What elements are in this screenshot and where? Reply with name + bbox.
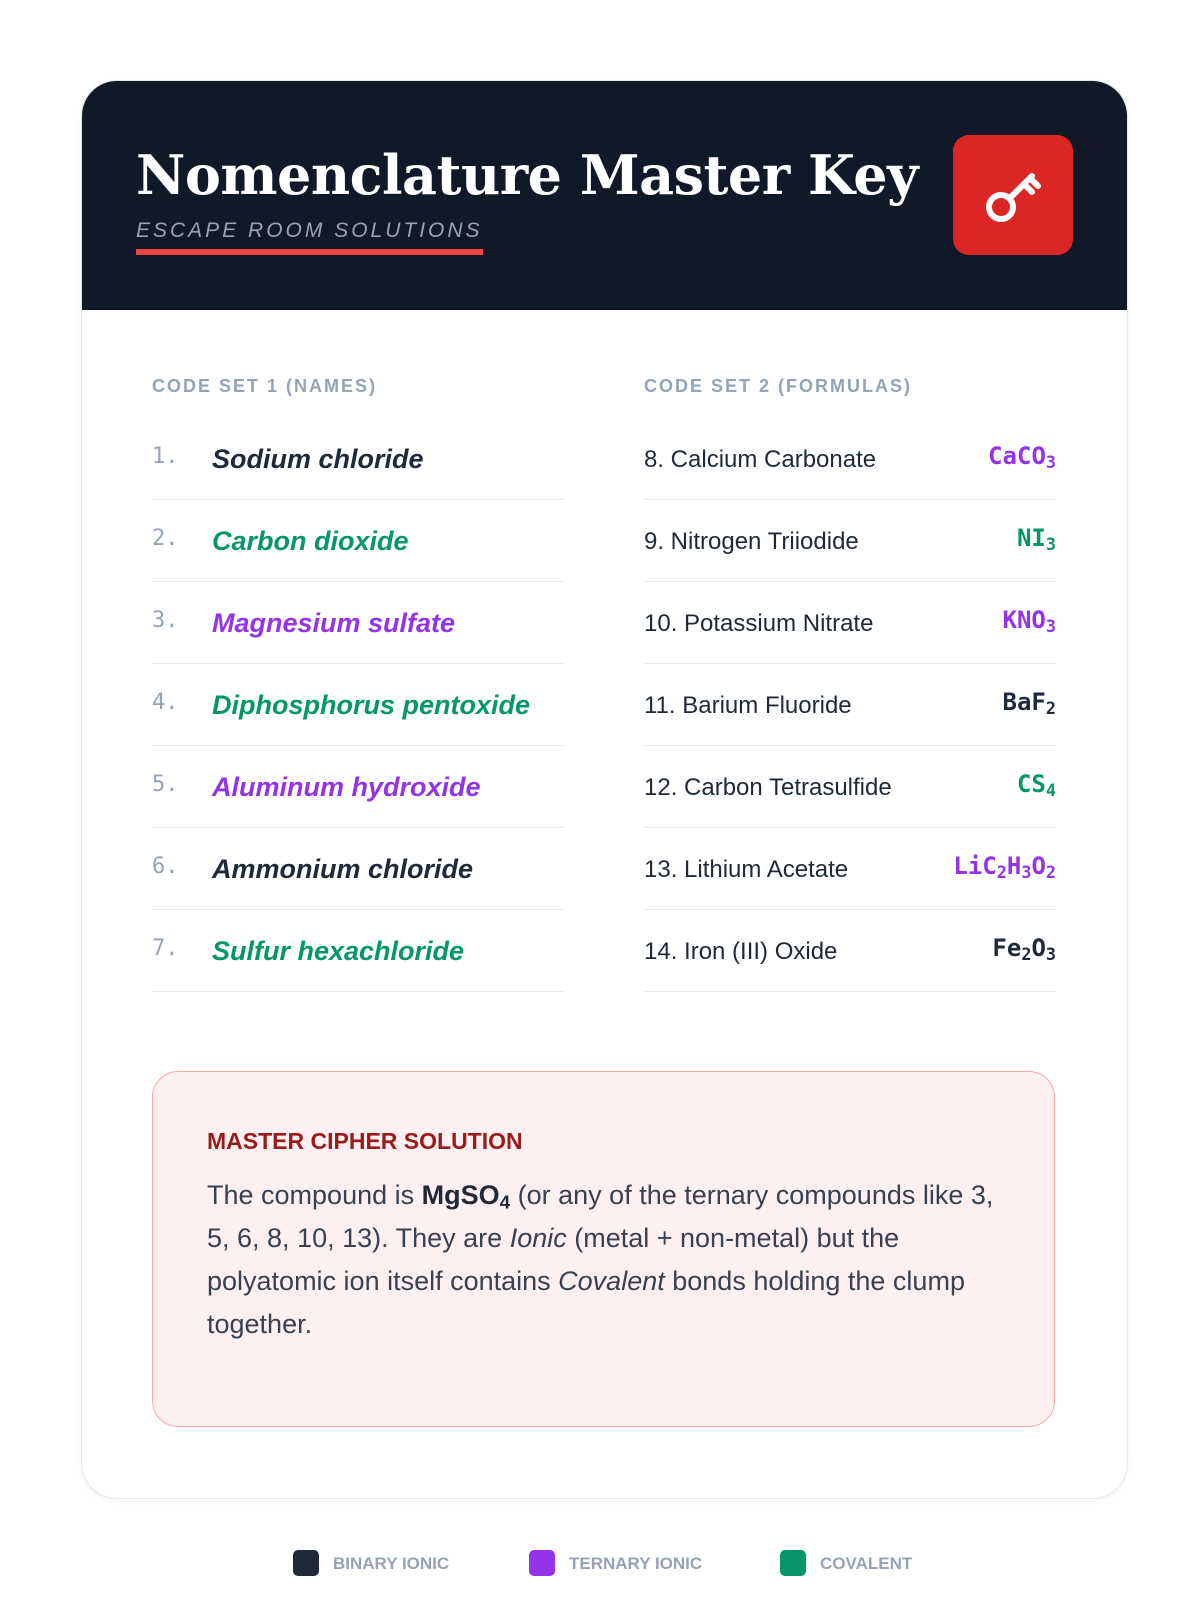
list-item (152, 582, 564, 664)
item-number: 4. (152, 690, 179, 715)
formula-element: O (1031, 934, 1046, 962)
card-header (82, 81, 1127, 310)
code-set-1-heading: CODE SET 1 (NAMES) (152, 376, 378, 396)
item-number: 2. (152, 526, 179, 551)
cipher-emphasis-ionic: Ionic (509, 1223, 567, 1253)
formula-subscript: 4 (1045, 780, 1056, 801)
item-number: 5. (152, 772, 179, 797)
compound-name: Aluminum hydroxide (212, 772, 481, 802)
formula-element: H (1006, 852, 1022, 880)
compound-name: 10. Potassium Nitrate (644, 610, 874, 637)
formula-subscript: 3 (1045, 452, 1056, 473)
compound-name: Diphosphorus pentoxide (212, 690, 531, 720)
compound-formula (992, 934, 1056, 965)
formula-element: NI (1016, 524, 1046, 552)
compound-formula (1002, 606, 1056, 637)
list-item (644, 500, 1056, 582)
compound-name: Sodium chloride (212, 444, 424, 474)
compound-name: 13. Lithium Acetate (644, 856, 849, 883)
formula-element: LiC (953, 852, 997, 880)
legend (0, 1550, 1200, 1580)
cipher-title: MASTER CIPHER SOLUTION (207, 1128, 523, 1154)
page-title: Nomenclature Master Key (136, 143, 919, 207)
formula-subscript: 3 (1045, 616, 1056, 637)
formula-element: Fe (992, 934, 1022, 962)
list-item (644, 828, 1056, 910)
compound-name: 12. Carbon Tetrasulfide (644, 774, 892, 801)
list-item (644, 910, 1056, 992)
legend-label: TERNARY IONIC (569, 1554, 703, 1573)
legend-swatch (529, 1550, 555, 1576)
list-item (644, 418, 1056, 500)
compound-name: 14. Iron (III) Oxide (644, 938, 838, 965)
compound-name: 8. Calcium Carbonate (644, 446, 877, 473)
cipher-text-part: The compound is (207, 1180, 422, 1210)
compound-formula (1016, 524, 1056, 555)
list-item (152, 500, 564, 582)
compound-name: Sulfur hexachloride (212, 936, 465, 966)
legend-swatch (293, 1550, 319, 1576)
key-badge (953, 135, 1073, 255)
formula-subscript: 3 (1045, 534, 1056, 555)
list-item (644, 664, 1056, 746)
cipher-compound-sub: 4 (499, 1192, 511, 1214)
formula-element: O (1031, 852, 1046, 880)
list-item (152, 418, 564, 500)
compound-formula (988, 442, 1056, 473)
item-number: 1. (152, 444, 179, 469)
compound-formula (1016, 770, 1056, 801)
item-number: 7. (152, 936, 179, 961)
compound-formula (953, 852, 1056, 883)
cipher-compound-base: MgSO (421, 1180, 500, 1210)
cipher-compound (421, 1180, 511, 1214)
legend-swatch (780, 1550, 806, 1576)
list-item (644, 582, 1056, 664)
cipher-text (207, 1174, 997, 1346)
compound-name: 11. Barium Fluoride (644, 692, 852, 719)
formula-subscript: 2 (1045, 698, 1056, 719)
formula-subscript: 2 (996, 862, 1007, 883)
item-number: 6. (152, 854, 179, 879)
code-set-2-heading: CODE SET 2 (FORMULAS) (644, 376, 913, 396)
compound-formula (1002, 688, 1056, 719)
key-icon (981, 163, 1045, 227)
formula-subscript: 2 (1045, 862, 1056, 883)
formula-element: O (1031, 442, 1046, 470)
code-set-2-list (644, 418, 1056, 992)
formula-subscript: 3 (1045, 944, 1056, 965)
list-item (152, 664, 564, 746)
list-item (152, 910, 564, 992)
master-cipher-box (152, 1071, 1055, 1427)
legend-label: BINARY IONIC (333, 1554, 450, 1573)
compound-name: Ammonium chloride (212, 854, 474, 884)
formula-element: BaF (1002, 688, 1046, 716)
compound-name: Magnesium sulfate (212, 608, 456, 638)
formula-subscript: 3 (1021, 862, 1032, 883)
legend-label: COVALENT (820, 1554, 913, 1573)
cipher-emphasis-covalent: Covalent (558, 1266, 665, 1296)
cipher-text-part: (or any of the ternary compounds like 3, 5, 6, 8, 10, 13). They are (207, 1180, 994, 1253)
cipher-text-part: bonds holding the clump together. (207, 1266, 965, 1339)
formula-element: CS (1016, 770, 1046, 798)
item-number: 3. (152, 608, 179, 633)
compound-name: 9. Nitrogen Triiodide (644, 528, 859, 555)
list-item (152, 828, 564, 910)
formula-element: KNO (1002, 606, 1046, 634)
formula-element: C (1016, 442, 1032, 470)
formula-subscript: 2 (1021, 944, 1032, 965)
formula-element: Ca (988, 442, 1017, 470)
compound-name: Carbon dioxide (212, 526, 409, 556)
page-subtitle: ESCAPE ROOM SOLUTIONS (136, 219, 483, 255)
code-set-1-list (152, 418, 564, 992)
cipher-text-part: (metal + non-metal) but the polyatomic ion itself contains (207, 1223, 900, 1296)
list-item (644, 746, 1056, 828)
list-item (152, 746, 564, 828)
